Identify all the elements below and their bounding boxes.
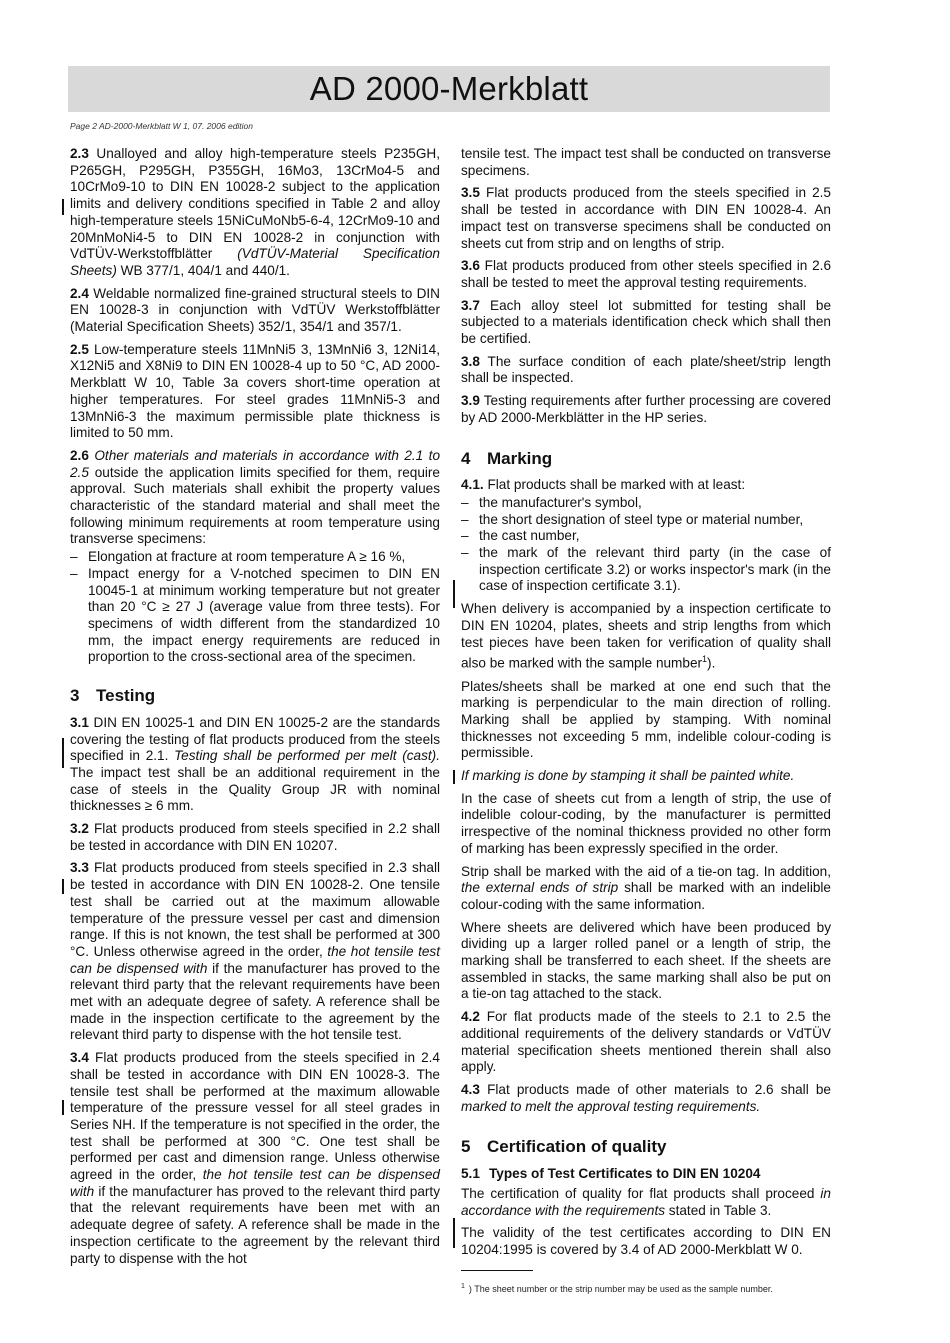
change-bar <box>453 580 455 608</box>
section-number: 4 <box>461 448 471 468</box>
clause-number: 4.2 <box>461 1009 480 1025</box>
change-bar <box>62 738 64 768</box>
banner-title: AD 2000-Merkblatt <box>309 70 589 107</box>
clause-text: Flat products shall be marked with at least: <box>487 477 746 493</box>
clause-text: WB 377/1, 404/1 and 440/1. <box>116 262 290 278</box>
footnote <box>461 1283 773 1294</box>
clause-3-3 <box>70 860 440 1044</box>
clause-text: ). <box>707 655 716 671</box>
clause-text: if the manufacturer has proved to the relevant third party that the relevant requirements have been met with an adequate degree of safety. A reference shall be made in the inspection certificate to the agreement by the relevant third party to dispense with the hot <box>70 1183 440 1266</box>
clause-4-1-delivery <box>461 601 831 672</box>
clause-text-italic: marked to melt the approval testing requirements. <box>461 1098 761 1114</box>
clause-number: 3.8 <box>461 353 480 369</box>
change-bar <box>453 770 455 784</box>
change-bar <box>62 879 64 894</box>
clause-number: 3.9 <box>461 393 480 409</box>
clause-2-4 <box>70 286 440 336</box>
requirements-list <box>70 549 440 666</box>
marking-list <box>461 495 831 595</box>
clause-4-1-plates: Plates/sheets shall be marked at one end such that the marking is perpendicular to the main direction of rolling. Marking shall be applied by stamping. With nominal thicknesses not exceeding 5 mm, indelible colour-coding is permissible. <box>461 678 831 761</box>
clause-3-2 <box>70 821 440 854</box>
clause-text: The impact test shall be an additional requirement in the case of steels in the Quality Group JR with nominal thicknesses ≥ 6 mm. <box>70 764 440 814</box>
clause-text: The surface condition of each plate/sheet/strip length shall be inspected. <box>461 353 831 386</box>
clause-number: 2.3 <box>70 146 89 161</box>
clause-text-italic: Testing shall be performed per melt (cast). <box>174 748 440 764</box>
clause-number: 3.5 <box>461 185 480 201</box>
clause-text: Flat products made of other materials to 2.6 shall be <box>487 1081 831 1097</box>
clause-number: 3.2 <box>70 821 89 837</box>
clause-text-italic: the external ends of strip <box>461 880 619 896</box>
clause-5-1-certification <box>461 1186 831 1219</box>
clause-3-6 <box>461 258 831 291</box>
change-bar <box>62 199 64 215</box>
clause-text: Flat products produced from the steels specified in 2.5 shall be tested in accordance with DIN EN 10028-4. An impact test on transverse specimens shall be conducted on sheets cut from strip and on lengths of strip. <box>461 185 831 251</box>
clause-text: Each alloy steel lot submitted for testing shall be subjected to a materials identification check which shall then be certified. <box>461 297 832 347</box>
footnote-reference: 1 <box>702 654 708 665</box>
clause-text: Testing requirements after further processing are covered by AD 2000-Merkblätter in the HP series. <box>461 393 831 425</box>
clause-3-5 <box>461 185 831 252</box>
list-item: – the mark of the relevant third party (in the case of inspection certificate 3.2) or works inspector's mark (in the case of inspection certificate 3.1). <box>461 545 831 595</box>
clause-text: Strip shall be marked with the aid of a tie-on tag. In addition, <box>461 863 831 879</box>
clause-3-8 <box>461 354 831 387</box>
section-heading-testing <box>70 688 440 705</box>
section-number: 3 <box>70 686 80 706</box>
list-item: – the short designation of steel type or material number, <box>461 512 831 529</box>
clause-4-1-stamping: If marking is done by stamping it shall be painted white. <box>461 768 795 784</box>
subsection-number: 5.1 <box>461 1166 480 1182</box>
header-banner <box>68 66 830 112</box>
clause-number: 2.4 <box>70 285 89 301</box>
clause-text: shall be marked with an indelible colour-coding with the same information. <box>461 880 831 912</box>
clause-text: stated in Table 3. <box>665 1202 772 1218</box>
clause-number: 2.5 <box>70 341 89 357</box>
change-bar <box>453 1218 455 1248</box>
right-column <box>461 146 831 1265</box>
clause-2-6 <box>70 448 440 548</box>
clause-text: Weldable normalized fine-grained structural steels to DIN EN 10028-3 in conjunction with VdTÜV Werkstoffblätter (Material Specification Sheets) 352/1, 354/1 and 357/1. <box>70 285 441 335</box>
clause-number: 3.1 <box>70 714 89 730</box>
clause-number: 4.3 <box>461 1081 480 1097</box>
section-title: Marking <box>487 448 553 468</box>
clause-text: Flat products produced from the steels specified in 2.4 shall be tested in accordance with DIN EN 10028-3. The tensile test shall be performed at the maximum allowable temperature of the pressure vessel for all steel grades in Series NH. If the temperature is not specified in the order, the test shall be performed at 300 °C. One test shall be performed per cast and dimension range. Unless otherwise agreed in the order, <box>70 1050 440 1183</box>
clause-text-italic: the hot tensile test can be dispensed with <box>70 1167 440 1199</box>
clause-3-1 <box>70 715 440 815</box>
clause-text: When delivery is accompanied by a inspection certificate to DIN EN 10204, plates, sheets and strip lengths from which test pieces have been taken for verification of quality shall also be marked with the sample number <box>461 601 831 671</box>
left-column <box>70 146 440 1273</box>
clause-3-9 <box>461 393 831 426</box>
clause-4-1 <box>461 477 831 494</box>
section-heading-certification <box>461 1139 831 1156</box>
section-heading-marking <box>461 448 831 468</box>
clause-number: 3.3 <box>70 860 89 876</box>
section-title: Testing <box>96 686 156 706</box>
clause-2-5 <box>70 342 440 442</box>
clause-number: 3.6 <box>461 258 480 274</box>
clause-text-italic: the hot tensile test can be dispensed with <box>70 943 440 976</box>
clause-text: DIN EN 10025-1 and DIN EN 10025-2 are the standards covering the testing of flat products produced from the steels specified in 2.1. <box>70 714 441 764</box>
clause-text: For flat products made of the steels to 2.1 to 2.5 the additional requirements of the delivery standards or VdTÜV material specification sheets mentioned therein shall also apply. <box>461 1009 831 1075</box>
clause-text: Flat products produced from steels specified in 2.2 shall be tested in accordance with DIN EN 10207. <box>70 821 440 853</box>
clause-number: 2.6 <box>70 447 89 463</box>
list-item: – the cast number, <box>461 528 831 545</box>
clause-text-italic: (VdTÜV-Material Specification Sheets) <box>70 246 440 278</box>
clause-text: The certification of quality for flat products shall proceed <box>461 1185 821 1201</box>
clause-4-1-sheets: In the case of sheets cut from a length of strip, the use of indelible colour-coding, by the manufacturer is permitted irrespective of the nominal thickness provided no other form of marking has been expressly specified in the order. <box>461 790 831 856</box>
clause-3-4 <box>70 1050 440 1267</box>
list-item: – Impact energy for a V-notched specimen to DIN EN 10045-1 at minimum working temperature but not greater than 20 °C ≥ 27 J (average value from three tests). For specimens of width different from the standardized 10 mm, the impact energy requirements are reduced in proportion to the cross-sectional area of the specimen. <box>70 566 440 666</box>
clause-4-1-stacks: Where sheets are delivered which have been produced by dividing up a larger rolled panel or a length of strip, the marking shall be transferred to each sheet. If the sheets are assembled in stacks, the same marking shall also be put on a tie-on tag attached to the stack. <box>461 919 831 1002</box>
clause-text: Low-temperature steels 11MnNi5 3, 13MnNi6 3, 12Ni14, X12Ni5 and X8Ni9 to DIN EN 10028-4 up to 50 °C, AD 2000-Merkblatt W 10, Table 3a covers short-time operation at higher temperatures. For steel grades 11MnNi5-3 and 13MnNi6-3 the maximum permissible plate thickness is limited to 50 mm. <box>70 341 440 441</box>
page-reference: Page 2 AD-2000-Merkblatt W 1, 07. 2006 edition <box>70 121 254 131</box>
clause-3-7 <box>461 298 831 348</box>
clause-number: 3.4 <box>70 1050 89 1066</box>
change-bar <box>62 1100 64 1115</box>
clause-text-italic: in accordance with the requirements <box>461 1185 831 1218</box>
section-title: Certification of quality <box>487 1137 667 1157</box>
clause-number: 4.1. <box>461 477 484 493</box>
clause-5-1-validity: The validity of the test certificates according to DIN EN 10204:1995 is covered by 3.4 of AD 2000-Merkblatt W 0. <box>461 1225 831 1257</box>
clause-text: Flat products produced from other steels specified in 2.6 shall be tested to meet the approval testing requirements. <box>461 258 832 290</box>
subsection-heading-5-1 <box>461 1166 831 1183</box>
clause-4-3 <box>461 1082 831 1115</box>
section-number: 5 <box>461 1137 471 1157</box>
footnote-mark: 1 <box>461 1283 465 1290</box>
clause-text: if the manufacturer has proved to the relevant third party that the relevant requirements have been met with an adequate degree of safety. A reference shall be made in the inspection certificate to the agreement by the relevant third party to dispense with the hot tensile test. <box>70 960 440 1043</box>
clause-text-italic: Other materials and materials in accordance with 2.1 to 2.5 <box>70 447 441 480</box>
clause-4-2 <box>461 1009 831 1076</box>
list-item: – Elongation at fracture at room temperature A ≥ 16 %, <box>70 549 440 566</box>
list-item: – the manufacturer's symbol, <box>461 495 831 512</box>
footnote-rule <box>461 1270 533 1271</box>
clause-text: Flat products produced from steels specified in 2.3 shall be tested in accordance with DIN EN 10028-2. One tensile test shall be carried out at the maximum allowable temperature of the pressure vessel per cast and dimension range. If this is not known, the test shall be performed at 300 °C. Unless otherwise agreed in the order, <box>70 860 440 959</box>
clause-number: 3.7 <box>461 297 480 313</box>
clause-2-3 <box>70 146 440 280</box>
footnote-text: ) The sheet number or the strip number may be used as the sample number. <box>468 1284 773 1294</box>
clause-3-4-continued: tensile test. The impact test shall be conducted on transverse specimens. <box>461 146 831 178</box>
subsection-title: Types of Test Certificates to DIN EN 10204 <box>489 1166 761 1182</box>
clause-text: Unalloyed and alloy high-temperature steels P235GH, P265GH, P295GH, P355GH, 16Mo3, 13CrMo4-5 and 10CrMo9-10 to DIN EN 10028-2 subject to the application limits and delivery conditions specified in Table 2 and alloy high-temperature steels 15NiCuMoNb5-6-4, 12CrMo9-10 and 20MnMoNi4-5 to DIN EN 10028-2 in conjunction with VdTÜV-Werkstoffblätter <box>70 146 440 262</box>
clause-text: outside the application limits specified for them, require approval. Such materials shall exhibit the property values characteristic of the standard material and shall meet the following minimum requirements at room temperature using transverse specimens: <box>70 464 440 547</box>
clause-4-1-strip <box>461 864 831 914</box>
